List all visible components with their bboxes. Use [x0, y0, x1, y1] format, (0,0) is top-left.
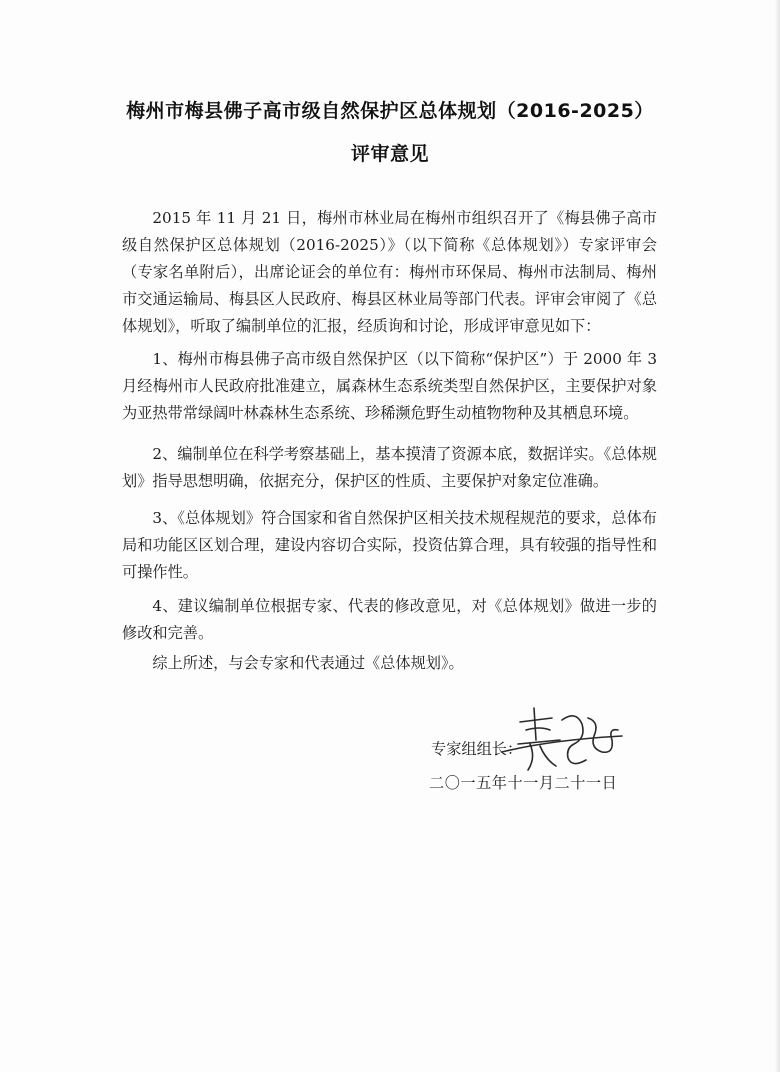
- handwritten-signature: [490, 700, 630, 780]
- paragraph-text: 4、建议编制单位根据专家、代表的修改意见，对《总体规划》做进一步的修改和完善。: [122, 597, 657, 642]
- paragraph-conclusion: [122, 650, 657, 677]
- paragraph-opinion-4: [122, 593, 657, 647]
- paragraph-text: 3、《总体规划》符合国家和省自然保护区相关技术规程规范的要求，总体布局和功能区区划合理，建设内容切合实际，投资估算合理，具有较强的指导性和可操作性。: [122, 509, 657, 581]
- signature-label: 专家组组长：: [431, 740, 523, 758]
- paragraph-opinion-2: [122, 441, 657, 495]
- paragraph-text: 2、编制单位在科学考察基础上，基本摸清了资源本底，数据详实。《总体规划》指导思想明确，依据充分，保护区的性质、主要保护对象定位准确。: [122, 445, 657, 490]
- paragraph-intro: [122, 205, 657, 340]
- paragraph-text: 2015 年 11 月 21 日，梅州市林业局在梅州市组织召开了《梅县佛子高市级自然保护区总体规划（2016-2025）》（以下简称《总体规划》）专家评审会（专家名单附后），出席论证会的单位有：梅州市环保局、梅州市法制局、梅州市交通运输局、梅县区人民政府、梅县区林业局等部门代表。评审会审阅了《总体规划》，听取了编制单位的汇报，经质询和讨论，形成评审意见如下：: [122, 209, 657, 335]
- document-title: 梅州市梅县佛子高市级自然保护区总体规划（2016-2025）: [126, 100, 654, 122]
- paragraph-opinion-1: [122, 346, 657, 427]
- paragraph-opinion-3: [122, 505, 657, 586]
- document-date: 二〇一五年十一月二十一日: [429, 774, 618, 792]
- paragraph-text: 1、梅州市梅县佛子高市级自然保护区（以下简称“保护区”）于 2000 年 3 月经梅州市人民政府批准建立，属森林生态系统类型自然保护区，主要保护对象为亚热带常绿阔叶林森林生态系统、珍稀濒危野生动植物物种及其栖息环境。: [122, 350, 657, 422]
- scan-edge-shadow: [774, 0, 780, 1072]
- paragraph-text: 综上所述，与会专家和代表通过《总体规划》。: [152, 654, 464, 672]
- document-subtitle: 评审意见: [350, 143, 429, 165]
